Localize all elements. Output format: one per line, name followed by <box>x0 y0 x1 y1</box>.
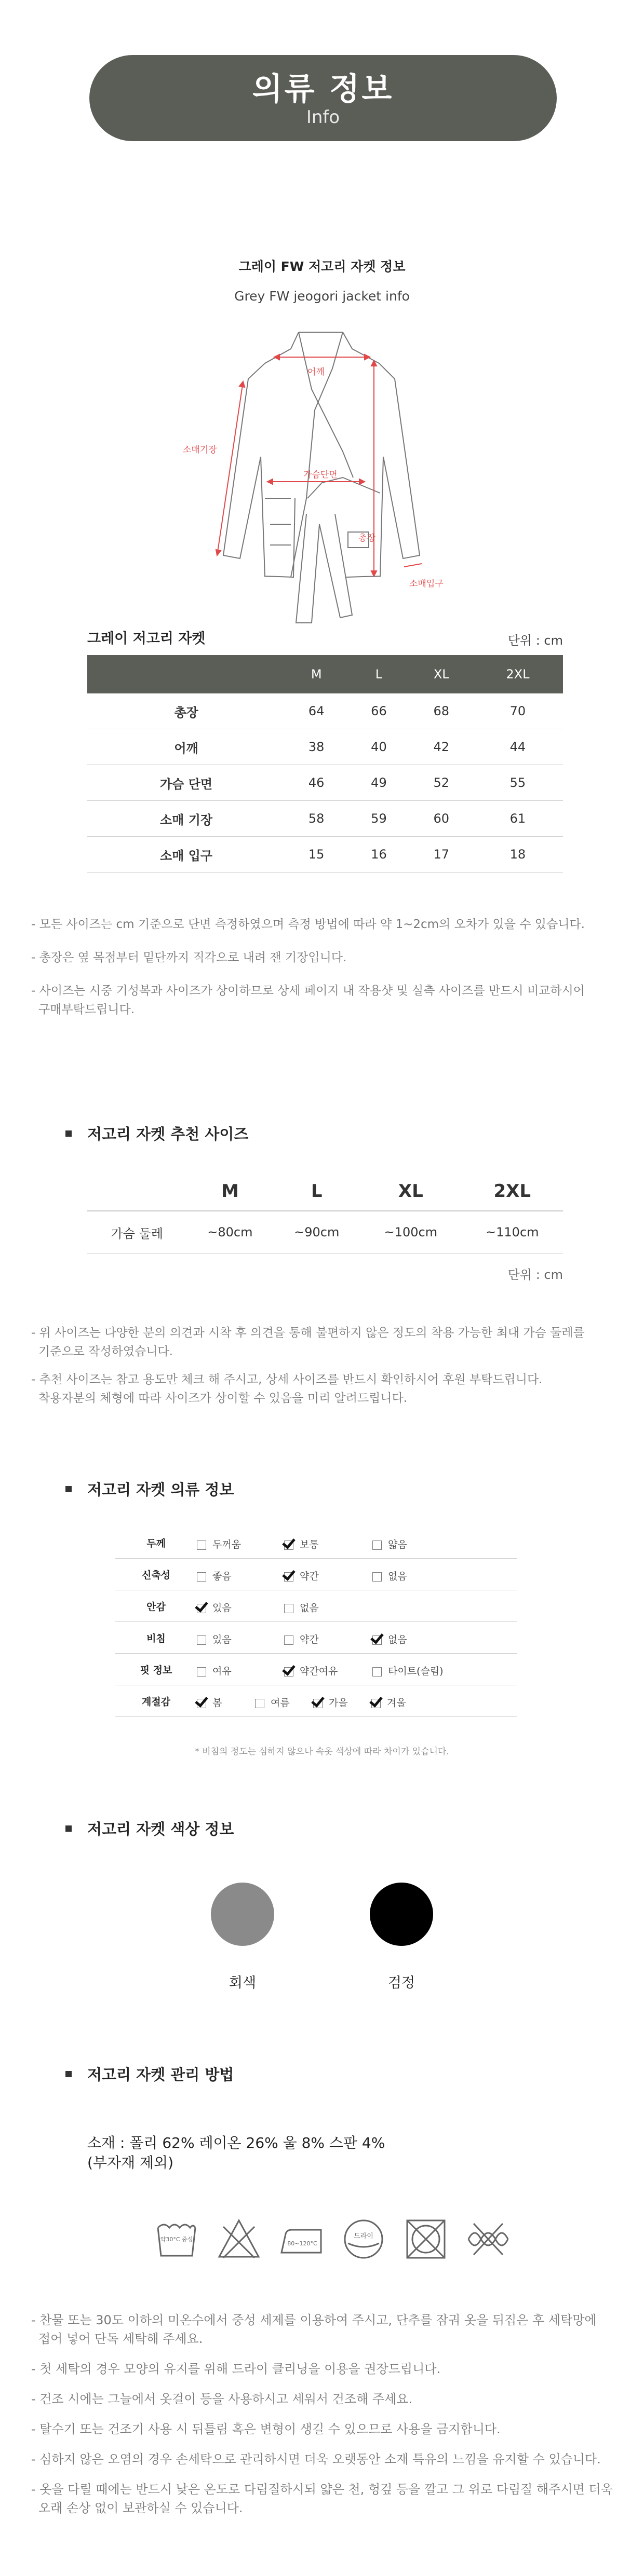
recommend-notes <box>31 1324 623 1408</box>
size-col: XL <box>360 1172 461 1211</box>
row-label: 소매 기장 <box>87 801 285 837</box>
table-row <box>87 837 563 873</box>
fabric-option[interactable] <box>284 1600 319 1614</box>
fabric-row-label: 비침 <box>115 1622 197 1654</box>
cell: 38 <box>285 729 347 765</box>
recommend-title: 저고리 자켓 추천 사이즈 <box>87 1125 249 1143</box>
size-table-header <box>87 655 563 693</box>
fabric-option[interactable] <box>197 1664 232 1678</box>
fabric-row-label: 계절감 <box>115 1685 197 1717</box>
fabric-option[interactable] <box>197 1600 232 1614</box>
option-label: 없음 <box>388 1634 407 1645</box>
cell: 49 <box>347 765 410 801</box>
bullet-square <box>65 1825 72 1832</box>
row-label: 가슴 둘레 <box>87 1211 186 1253</box>
no-wring-icon <box>465 2216 511 2262</box>
row-label: 총장 <box>87 693 285 729</box>
cell: 66 <box>347 693 410 729</box>
checkbox[interactable] <box>197 1572 206 1582</box>
option-label: 좋음 <box>212 1571 232 1582</box>
fabric-option[interactable] <box>284 1664 338 1678</box>
table-row <box>87 693 563 729</box>
checked-checkbox[interactable] <box>284 1541 293 1550</box>
fabric-option[interactable] <box>313 1695 348 1709</box>
size-table <box>87 655 563 873</box>
fabric-option[interactable] <box>371 1695 406 1709</box>
info-header <box>89 55 557 141</box>
color-title: 저고리 자켓 색상 정보 <box>87 1820 234 1838</box>
label-sleeve-opening: 소매입구 <box>409 579 444 589</box>
size-col: L <box>273 1172 360 1211</box>
checkbox[interactable] <box>372 1541 382 1550</box>
row-label: 가슴 단면 <box>87 765 285 801</box>
note-line: 착용자분의 체형에 따라 사이즈가 상이할 수 있음을 미리 알려드립니다. <box>38 1392 408 1405</box>
checkbox[interactable] <box>372 1667 382 1677</box>
no-tumble-dry-icon <box>403 2216 449 2262</box>
cell: 58 <box>285 801 347 837</box>
checked-checkbox[interactable] <box>197 1699 206 1708</box>
cell: 60 <box>410 801 473 837</box>
cell: 55 <box>473 765 563 801</box>
row-label: 소매 입구 <box>87 837 285 873</box>
fabric-footnote: * 비침의 정도는 심하지 않으나 속옷 색상에 따라 차이가 있습니다. <box>195 1747 449 1757</box>
fabric-row <box>115 1590 517 1622</box>
recommend-header <box>87 1172 563 1211</box>
note-line: 접어 넣어 단독 세탁해 주세요. <box>38 2332 203 2346</box>
fabric-info-table <box>115 1527 517 1717</box>
material-line: (부자재 제외) <box>87 2154 173 2171</box>
option-label: 가을 <box>329 1697 348 1709</box>
fabric-row <box>115 1527 517 1559</box>
cell: 15 <box>285 837 347 873</box>
size-col: 2XL <box>473 655 563 693</box>
cell: 17 <box>410 837 473 873</box>
note-line: - 탈수기 또는 건조기 사용 시 뒤틀림 혹은 변형이 생길 수 있으므로 사용을 금지합니다. <box>31 2422 501 2436</box>
cell: 68 <box>410 693 473 729</box>
note-line: 구매부탁드립니다. <box>38 1003 135 1016</box>
table-row <box>87 801 563 837</box>
color-swatch-black <box>370 1883 433 1946</box>
option-label: 있음 <box>212 1634 232 1645</box>
fabric-options <box>197 1559 517 1590</box>
color-section-title <box>65 1818 234 1839</box>
option-label: 여유 <box>212 1666 232 1677</box>
fabric-option[interactable] <box>284 1537 319 1551</box>
checked-checkbox[interactable] <box>372 1635 382 1645</box>
color-name: 회색 <box>229 1975 257 1991</box>
fabric-option[interactable] <box>372 1569 407 1583</box>
wash-temp-label: 약30°C 중성 <box>160 2236 193 2243</box>
fabric-row <box>115 1559 517 1590</box>
note-line: - 첫 세탁의 경우 모양의 유지를 위해 드라이 클리닝을 이용을 권장드립니다. <box>31 2362 441 2376</box>
color-name: 검정 <box>387 1975 415 1991</box>
checkbox[interactable] <box>284 1604 293 1613</box>
checked-checkbox[interactable] <box>284 1667 293 1677</box>
size-table-title: 그레이 저고리 자켓 <box>87 631 206 647</box>
note-line: 오래 손상 없이 보관하실 수 있습니다. <box>38 2501 243 2515</box>
header-subtitle: Info <box>306 107 340 128</box>
label-chest-width: 가슴단면 <box>303 470 338 480</box>
fabric-option[interactable] <box>372 1632 407 1646</box>
fabric-row-label: 핏 정보 <box>115 1654 197 1685</box>
table-row <box>87 765 563 801</box>
note-line: 기준으로 작성하였습니다. <box>38 1345 173 1358</box>
option-label: 약간 <box>300 1634 319 1645</box>
cell: ~100cm <box>360 1211 461 1253</box>
option-label: 두꺼움 <box>212 1539 242 1550</box>
row-label: 어깨 <box>87 729 285 765</box>
note-line: - 위 사이즈는 다양한 분의 의견과 시착 후 의견을 통해 불편하지 않은 정도의 착용 가능한 최대 가슴 둘레를 <box>31 1326 585 1340</box>
size-table-unit: 단위 : cm <box>507 633 563 648</box>
header-title: 의류 정보 <box>252 71 394 107</box>
fabric-options <box>197 1590 517 1622</box>
size-col-blank <box>87 1172 186 1211</box>
fabric-option[interactable] <box>372 1664 444 1678</box>
material-info <box>87 2133 385 2173</box>
fabric-row-label: 두께 <box>115 1527 197 1559</box>
product-title-en: Grey FW jeogori jacket info <box>234 289 410 304</box>
note-line: - 사이즈는 시중 기성복과 사이즈가 상이하므로 상세 페이지 내 작용샷 및 실측 사이즈를 반드시 비교하시어 <box>31 984 585 998</box>
checkbox[interactable] <box>197 1635 206 1645</box>
fabric-options <box>197 1685 517 1717</box>
hand-wash-icon <box>154 2216 199 2262</box>
fabric-option[interactable] <box>197 1695 222 1709</box>
fabric-row-label: 신축성 <box>115 1559 197 1590</box>
fabric-options <box>197 1654 517 1685</box>
cell: 52 <box>410 765 473 801</box>
dry-clean-label: 드라이 <box>354 2232 373 2240</box>
fabric-option[interactable] <box>197 1632 232 1646</box>
checkbox[interactable] <box>197 1667 206 1677</box>
fabric-option[interactable] <box>197 1537 241 1551</box>
size-col: XL <box>410 655 473 693</box>
label-total-length: 총장 <box>358 533 375 543</box>
bullet-square <box>65 1486 72 1492</box>
cell: ~90cm <box>273 1211 360 1253</box>
checkbox[interactable] <box>197 1541 206 1550</box>
size-col-blank <box>87 655 285 693</box>
option-label: 있음 <box>212 1602 232 1614</box>
option-label: 없음 <box>300 1602 319 1614</box>
fabric-title: 저고리 자켓 의류 정보 <box>87 1481 234 1498</box>
cell: 46 <box>285 765 347 801</box>
care-notes <box>31 2311 628 2517</box>
option-label: 겨울 <box>387 1697 406 1709</box>
recommend-section-title <box>65 1123 248 1144</box>
product-title-ko: 그레이 FW 저고리 자켓 정보 <box>238 259 406 274</box>
cell: 61 <box>473 801 563 837</box>
cell: 18 <box>473 837 563 873</box>
recommend-unit: 단위 : cm <box>507 1267 563 1282</box>
fabric-options <box>197 1622 517 1654</box>
checkbox[interactable] <box>255 1699 264 1708</box>
option-label: 없음 <box>388 1571 407 1582</box>
care-section-title <box>65 2063 234 2084</box>
fabric-row <box>115 1622 517 1654</box>
bullet-square <box>65 2071 72 2077</box>
recommend-table <box>87 1172 563 1253</box>
cell: 42 <box>410 729 473 765</box>
cell: 70 <box>473 693 563 729</box>
option-label: 약간여유 <box>300 1666 338 1677</box>
cell: 16 <box>347 837 410 873</box>
size-col: 2XL <box>462 1172 563 1211</box>
fabric-option[interactable] <box>255 1695 290 1709</box>
cell: 64 <box>285 693 347 729</box>
cell: ~80cm <box>186 1211 273 1253</box>
size-col: M <box>186 1172 273 1211</box>
checked-checkbox[interactable] <box>197 1604 206 1613</box>
option-label: 약간 <box>300 1571 319 1582</box>
fabric-option[interactable] <box>284 1569 319 1583</box>
checked-checkbox[interactable] <box>313 1699 323 1708</box>
note-line: - 심하지 않은 오염의 경우 손세탁으로 관리하시면 더욱 오랫동안 소재 특유의 느낌을 유지할 수 있습니다. <box>31 2452 601 2466</box>
cell: 44 <box>473 729 563 765</box>
fabric-option[interactable] <box>372 1537 407 1551</box>
note-line: - 모든 사이즈는 cm 기준으로 단면 측정하였으며 측정 방법에 따라 약 1~2cm의 오차가 있을 수 있습니다. <box>31 918 585 931</box>
size-col: M <box>285 655 347 693</box>
option-label: 보통 <box>300 1539 319 1550</box>
cell: ~110cm <box>462 1211 563 1253</box>
color-swatch-gray <box>211 1883 274 1946</box>
size-col: L <box>347 655 410 693</box>
note-line: - 추천 사이즈는 참고 용도만 체크 해 주시고, 상세 사이즈를 반드시 확인하시어 후원 부탁드립니다. <box>31 1373 543 1386</box>
note-line: - 옷을 다릴 때에는 반드시 낮은 온도로 다림질하시되 얇은 천, 헝겊 등을 깔고 그 위로 다림질 해주시면 더욱 <box>31 2482 613 2497</box>
fabric-row <box>115 1685 517 1717</box>
size-notes <box>31 915 623 1019</box>
bullet-square <box>65 1130 72 1137</box>
no-bleach-icon <box>216 2216 262 2262</box>
checkbox[interactable] <box>372 1572 382 1582</box>
option-label: 봄 <box>212 1697 222 1709</box>
care-title: 저고리 자켓 관리 방법 <box>87 2066 234 2083</box>
fabric-option[interactable] <box>284 1632 319 1646</box>
fabric-row <box>115 1654 517 1685</box>
option-label: 얇음 <box>388 1539 407 1550</box>
note-line: - 찬물 또는 30도 이하의 미온수에서 중성 세제를 이용하여 주시고, 단추를 잠궈 옷을 뒤집은 후 세탁망에 <box>31 2313 597 2327</box>
option-label: 여름 <box>271 1697 290 1709</box>
checkbox[interactable] <box>284 1635 293 1645</box>
table-row <box>87 729 563 765</box>
fabric-row-label: 안감 <box>115 1590 197 1622</box>
note-line: - 총장은 옆 목점부터 밑단까지 직각으로 내려 잰 기장입니다. <box>31 951 347 964</box>
fabric-section-title <box>65 1478 234 1500</box>
option-label: 타이트(슬림) <box>388 1666 444 1677</box>
cell: 40 <box>347 729 410 765</box>
table-row <box>87 1211 563 1253</box>
dry-clean-icon <box>341 2216 386 2262</box>
iron-temp-label: 80~120°C <box>287 2240 317 2247</box>
iron-icon <box>278 2216 324 2262</box>
checked-checkbox[interactable] <box>371 1699 381 1708</box>
fabric-option[interactable] <box>197 1569 232 1583</box>
fabric-options <box>197 1527 517 1559</box>
label-shoulder: 어깨 <box>307 367 325 377</box>
checked-checkbox[interactable] <box>284 1572 293 1582</box>
jacket-measure-diagram <box>183 327 457 628</box>
label-sleeve-length: 소매기장 <box>183 445 217 455</box>
cell: 59 <box>347 801 410 837</box>
note-line: - 건조 시에는 그늘에서 옷걸이 등을 사용하시고 세워서 건조해 주세요. <box>31 2392 413 2406</box>
material-line: 소재 : 폴리 62% 레이온 26% 울 8% 스판 4% <box>87 2134 385 2151</box>
